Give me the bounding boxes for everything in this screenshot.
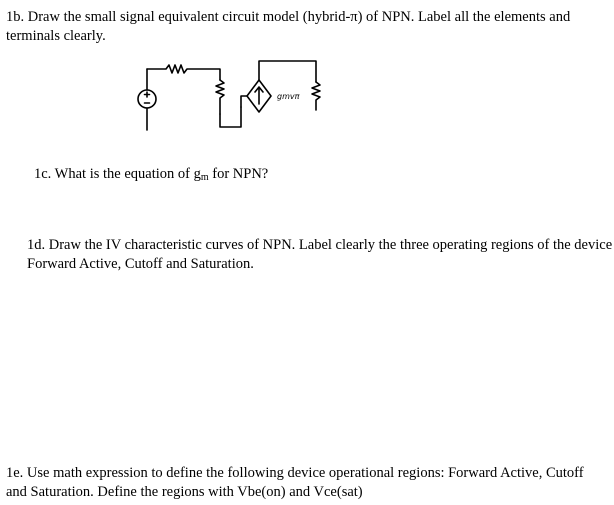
question-1e-line-1: 1e. Use math expression to define the following device operational regions: Forward Active, Cutoff (6, 465, 584, 481)
question-1d-line-2: Forward Active, Cutoff and Saturation. (27, 256, 254, 272)
r-pi-resistor (216, 80, 224, 114)
question-1b (6, 8, 570, 46)
ro-resistor (312, 82, 320, 110)
plus-sign (145, 92, 150, 97)
top-right-wire (259, 61, 316, 82)
gm-subscript: m (200, 172, 209, 183)
bottom-wire (220, 107, 241, 127)
question-1e-line-2: and Saturation. Define the regions with Vbe(on) and Vce(sat) (6, 484, 363, 500)
top-wire-with-resistor (147, 65, 220, 80)
hybrid-pi-circuit-sketch (128, 52, 328, 152)
question-1c (34, 165, 268, 187)
question-1e (6, 464, 584, 502)
question-1b-line-1: 1b. Draw the small signal equivalent circuit model (hybrid-π) of NPN. Label all the elements and (6, 9, 571, 25)
current-source-left-wire (241, 96, 247, 107)
question-1d-line-1: 1d. Draw the IV characteristic curves of NPN. Label clearly the three operating regions of the device (27, 237, 613, 253)
question-1b-line-2: terminals clearly. (6, 28, 106, 44)
question-1d (27, 236, 612, 274)
gm-symbol: g (193, 166, 201, 182)
current-arrow (255, 87, 263, 104)
gm-v-pi-label: gmvπ (277, 92, 300, 101)
question-1c-prefix: 1c. What is the equation of (34, 166, 194, 182)
question-1c-suffix: for NPN? (208, 166, 269, 182)
